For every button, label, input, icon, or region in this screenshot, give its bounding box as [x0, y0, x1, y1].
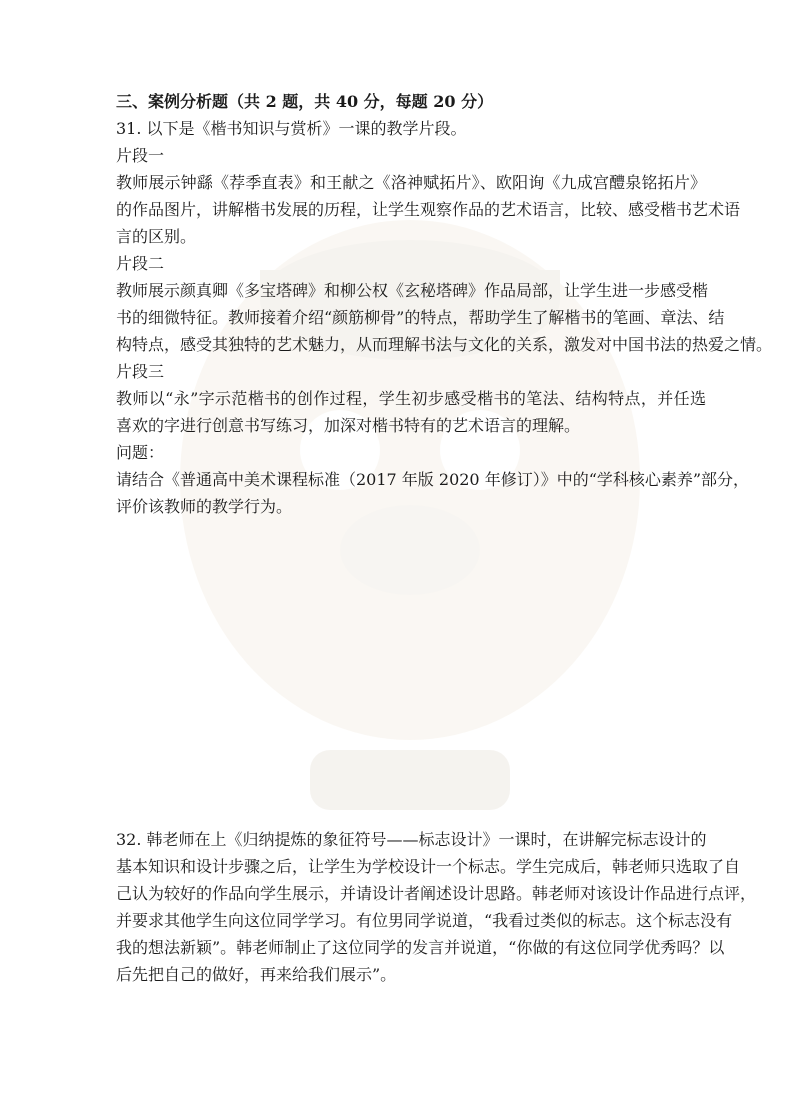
- question-line: 请结合《普通高中美术课程标准（2017 年版 2020 年修订）》中的“学科核心素养”部分，: [116, 470, 750, 489]
- question-32-line: 并要求其他学生向这位同学学习。有位男同学说道，“我看过类似的标志。这个标志没有: [116, 911, 733, 930]
- segment-3-label: 片段三: [116, 362, 165, 381]
- question-line: 评价该教师的教学行为。: [116, 497, 293, 516]
- segment-2-line: 书的细微特征。教师接着介绍“颜筋柳骨”的特点，帮助学生了解楷书的笔画、章法、结: [116, 308, 725, 327]
- segment-2-line: 教师展示颜真卿《多宝塔碑》和柳公权《玄秘塔碑》作品局部，让学生进一步感受楷: [116, 281, 709, 300]
- question-32-line: 基本知识和设计步骤之后，让学生为学校设计一个标志。学生完成后，韩老师只选取了自: [116, 857, 741, 876]
- question-label: 问题：: [116, 443, 165, 462]
- question-32-block: [116, 826, 757, 988]
- segment-1-line: 教师展示钟繇《荐季直表》和王献之《洛神赋拓片》、欧阳询《九成宫醴泉铭拓片》: [116, 173, 706, 192]
- question-31-block: [116, 88, 773, 520]
- segment-3-line: 喜欢的字进行创意书写练习，加深对楷书特有的艺术语言的理解。: [116, 416, 581, 435]
- segment-2-label: 片段二: [116, 254, 165, 273]
- segment-1-label: 片段一: [116, 146, 165, 165]
- segment-3-line: 教师以“永”字示范楷书的创作过程，学生初步感受楷书的笔法、结构特点，并任选: [116, 389, 706, 408]
- question-32-line: 我的想法新颖”。韩老师制止了这位同学的发言并说道，“你做的有这位同学优秀吗？以: [116, 938, 725, 957]
- question-32-line: 32. 韩老师在上《归纳提炼的象征符号——标志设计》一课时，在讲解完标志设计的: [116, 830, 707, 849]
- question-32-line: 己认为较好的作品向学生展示，并请设计者阐述设计思路。韩老师对该设计作品进行点评，: [116, 884, 757, 903]
- section-title: 三、案例分析题（共 2 题，共 40 分，每题 20 分）: [116, 92, 494, 111]
- question-32-line: 后先把自己的做好，再来给我们展示”。: [116, 965, 397, 984]
- segment-1-line: 言的区别。: [116, 227, 197, 246]
- segment-2-line: 构特点，感受其独特的艺术魅力，从而理解书法与文化的关系，激发对中国书法的热爱之情。: [116, 335, 773, 354]
- segment-1-line: 的作品图片，讲解楷书发展的历程，让学生观察作品的艺术语言，比较、感受楷书艺术语: [116, 200, 741, 219]
- question-31-intro: 31. 以下是《楷书知识与赏析》一课的教学片段。: [116, 119, 467, 138]
